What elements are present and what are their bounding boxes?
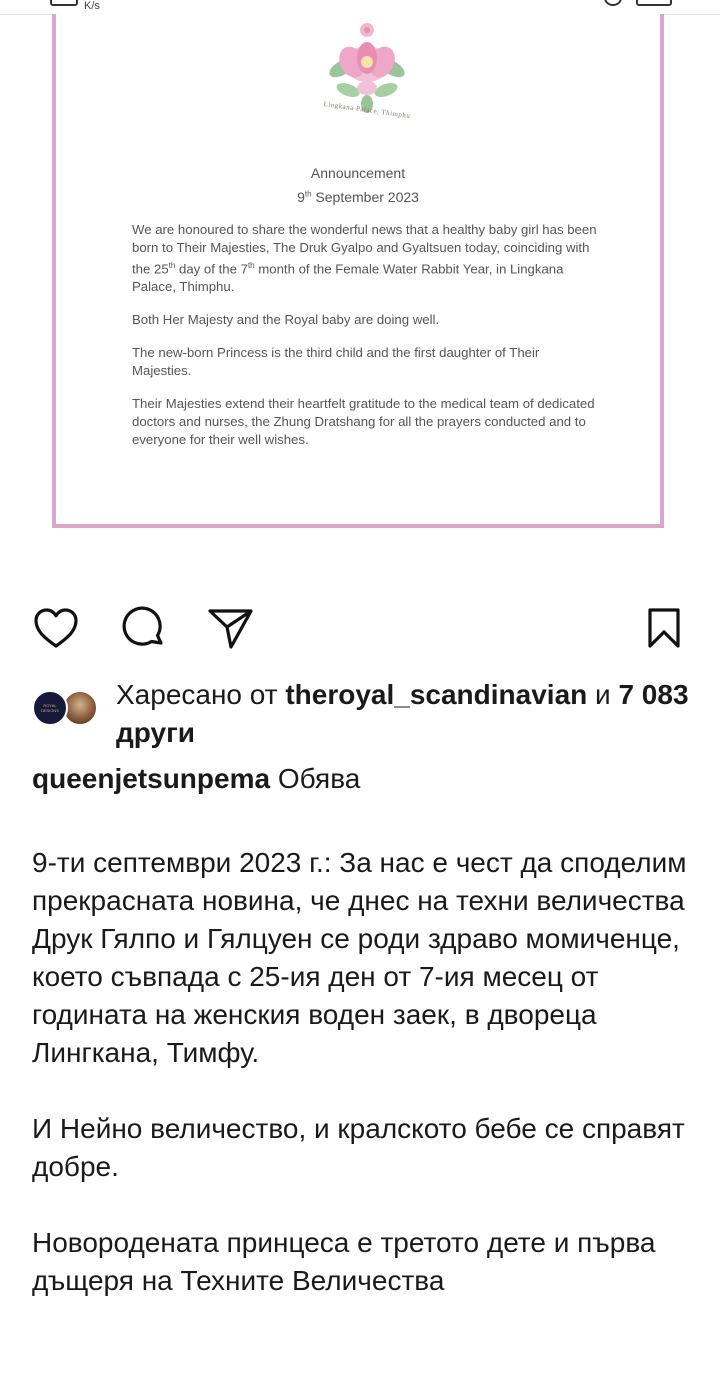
status-bar-right — [604, 0, 672, 6]
avatar-logo-text: ROYAL DESIGNS — [40, 703, 59, 713]
announcement-text: We are honoured to share the wonderful news that a healthy baby girl has been born to Their Majesties, The Druk Gyalpo and Gyaltsuen today, coinciding with the 25 — [132, 222, 597, 277]
crest-caption: Lingkana Palace, Thimphu — [323, 99, 411, 121]
caption-first-line: Обява — [270, 763, 361, 794]
status-bar — [0, 0, 720, 15]
comment-icon — [121, 605, 167, 651]
caption-paragraph: И Нейно величество, и кралското бебе се справят добре. — [32, 1113, 685, 1182]
caption-username[interactable]: queenjetsunpema — [32, 763, 271, 794]
save-button[interactable] — [640, 604, 688, 652]
likes-text[interactable] — [116, 676, 696, 752]
announcement-paragraph: Their Majesties extend their heartfelt gratitude to the medical team of dedicated doctors and nurses, the Zhung Dratshang for all the prayers conducted and to everyone for their well wishes. — [132, 396, 595, 448]
ordinal-suffix: th — [247, 261, 255, 270]
battery-icon — [636, 0, 672, 6]
announcement-title: Announcement — [310, 165, 406, 181]
like-button[interactable] — [32, 604, 80, 652]
liker-username[interactable]: theroyal_scandinavian — [285, 679, 588, 710]
avatar[interactable] — [32, 690, 68, 726]
date-suffix: th — [304, 189, 312, 199]
caption-header — [32, 760, 692, 798]
likes-count[interactable]: 7 083 други — [116, 679, 689, 748]
announcement-text: month of the Female Water Rabbit Year, in Lingkana Palace, Thimphu. — [132, 261, 564, 295]
comment-button[interactable] — [120, 604, 168, 652]
status-bar-left — [50, 0, 100, 12]
announcement-paragraph: The new-born Princess is the third child and the first daughter of Their Majesties. — [132, 345, 540, 379]
alarm-icon — [604, 0, 622, 6]
announcement-date — [56, 189, 660, 205]
post-actions — [0, 604, 720, 652]
liker-avatars[interactable] — [32, 690, 104, 730]
lotus-crest-icon — [322, 18, 412, 114]
share-button[interactable] — [206, 604, 254, 652]
signal-icon — [50, 0, 78, 6]
announcement-paragraph — [132, 221, 602, 296]
announcement-paragraph: Both Her Majesty and the Royal baby are doing well. — [132, 312, 440, 328]
post-image[interactable] — [52, 14, 664, 528]
announcement-text: day of the 7 — [175, 261, 248, 277]
ordinal-suffix: th — [168, 261, 176, 270]
likes-prefix: Харесано от — [116, 679, 286, 710]
heart-icon — [33, 607, 79, 649]
date-day: 9 — [297, 189, 305, 205]
date-rest: September 2023 — [311, 189, 419, 205]
caption-paragraph: 9-ти септември 2023 г.: За нас е чест да споделим прекрасната новина, че днес на техни величества Друк Гялпо и Гялцуен се роди здраво момиченце, което съвпада с 25-ия ден от 7-ия месец от годината на женския воден заек, в двореца Лингкана, Тимфу. — [32, 847, 687, 1068]
caption-body — [32, 844, 698, 1338]
network-speed: K/s — [84, 0, 100, 12]
bookmark-icon — [644, 606, 684, 650]
announcement-body — [132, 221, 602, 464]
likes-connector: и — [587, 679, 619, 710]
send-icon — [206, 606, 254, 650]
caption-paragraph: Новородената принцеса е третото дете и първа дъщеря на Техните Величества — [32, 1227, 656, 1296]
